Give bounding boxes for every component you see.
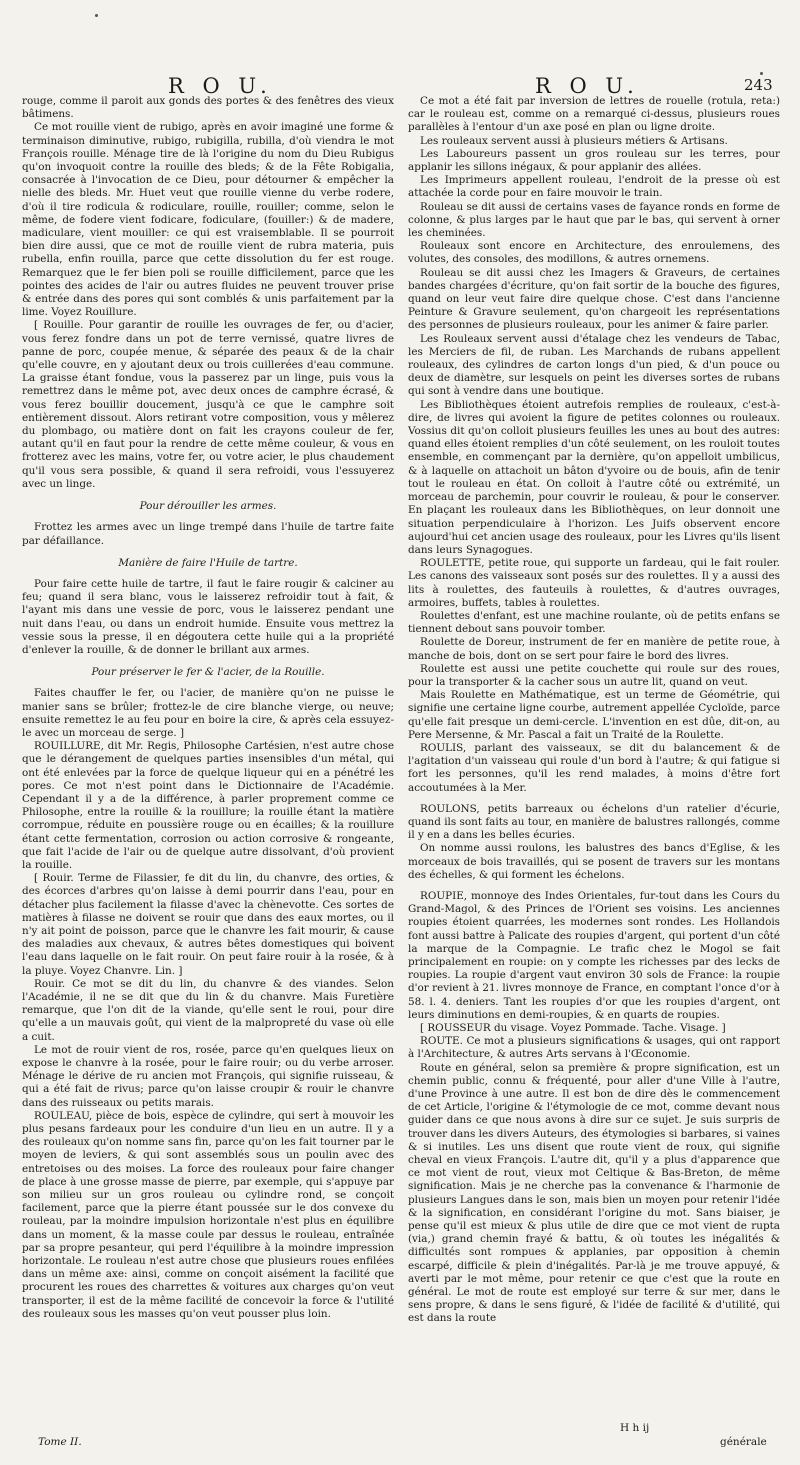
paragraph: ROUTE. Ce mot a plusieurs significations & usages, qui ont rapport à l'Architecture, & autres Arts servans à l'Œconomie. — [408, 1035, 780, 1061]
page-number: 243 — [744, 76, 773, 94]
paragraph: Les Bibliothèques étoient autrefois remplies de rouleaux, c'est-à-dire, de livres qui avoient la figure de petites colonnes ou rouleaux. Vossius dit qu'on colloit plusieurs feuilles les unes au bout des autres: quand elles étoient remplies d'un côté seulement, on les rouloit toutes ensemble, en commençant par la dernière, qu'on appelloit umbilicus, & à laquelle on attachoit un bâton d'yvoire ou de bouis, afin de tenir tout le rouleau en état. On colloit à l'autre côté ou extrémité, un morceau de parchemin, pour couvrir le rouleau, & pour le conserver. En plaçant les rouleaux dans les Bibliothèques, on leur donnoit une situation perpendiculaire à l'horizon. Les Juifs observent encore aujourd'hui cet ancien usage des rouleaux, pour les Livres qu'ils lisent dans leurs Synagogues. — [408, 398, 780, 556]
paragraph: Rouleau se dit aussi chez les Imagers & Graveurs, de certaines bandes chargées d'écriture, qu'on fait sortir de la bouche des figures, quand on leur veut faire dire quelque chose. C'est dans l'ancienne Peinture & Gravure seulement, qu'on chargeoit les représentations des personnes de plusieurs rouleaux, pour les animer & faire parler. — [408, 266, 780, 332]
paragraph: rouge, comme il paroit aux gonds des portes & des fenêtres des vieux bâtimens. — [22, 95, 394, 121]
paper-speck — [760, 72, 763, 75]
paper-speck — [95, 14, 98, 17]
paragraph: On nomme aussi roulons, les balustres des bancs d'Eglise, & les morceaux de bois travaillés, qui se posent de travers sur les montans des échelles, & qui forment les échelons. — [408, 842, 780, 881]
paragraph: Mais Roulette en Mathématique, est un terme de Géométrie, qui signifie une certaine ligne courbe, autrement appellée Cycloïde, parce qu'elle fait presque un demi-cercle. L'invention en est dûe, dit-on, au Pere Mersenne, & Mr. Pascal a fait un Traité de la Roulette. — [408, 689, 780, 741]
paragraph: Les Rouleaux servent aussi d'étalage chez les vendeurs de Tabac, les Merciers de fil, de ruban. Les Marchands de rubans appellent rouleaux, des cylindres de carton longs d'un pied, & d'un pouce ou deux de diamètre, sur lesquels on peint les diverses sortes de rubans qui sont à vendre dans une boutique. — [408, 332, 780, 398]
paragraph: Rouir. Ce mot se dit du lin, du chanvre & des viandes. Selon l'Académie, il ne se dit que du lin & du chanvre. Mais Furetière remarque, que l'on dit de la viande, qu'elle sent le roui, pour dire qu'elle a un mauvais goût, qui vient de la malpropreté du vase où elle a cuit. — [22, 977, 394, 1043]
paragraph: ROULEAU, pièce de bois, espèce de cylindre, qui sert à mouvoir les plus pesans fardeaux pour les conduire d'un lieu en un autre. Il y a des rouleaux qu'on nomme sans fin, parce qu'on les fait tourner par le moyen de leviers, & qui sont assemblés sous un poulin avec des entretoises ou des moises. La force des rouleaux pour faire changer de place à une grosse masse de pierre, par exemple, qui s'appuye par son milieu sur un gros rouleau ou cylindre rond, se conçoit facilement, parce que la pierre étant poussée sur le dos convexe du rouleau, par la moindre impulsion horizontale n'est plus en équilibre dans un moment, & la masse coule par dessus le rouleau, entraînée par sa propre pesanteur, qui perd l'équilibre à la moindre impression horizontale. Le rouleau n'est autre chose que plusieurs roues enfilées dans un même axe: ainsi, comme on conçoit aisément la facilité que procurent les roues des charrettes & voitures aux charges qu'on veut transporter, il est de la même facilité de concevoir la force & l'utilité des rouleaux sous les masses qu'on veut pousser plus loin. — [22, 1109, 394, 1320]
paragraph: Frottez les armes avec un linge trempé dans l'huile de tartre faite par défaillance. — [22, 521, 394, 547]
paragraph: ROUPIE, monnoye des Indes Orientales, fur-tout dans les Cours du Grand-Magol, & des Princes de l'Orient ses voisins. Les anciennes roupies étoient quarrées, les modernes sont rondes. Les Hollandois font aussi battre à Palicate des roupies d'argent, qui portent d'un côté la marque de la Compagnie. Le trafic chez le Mogol se fait principalement en roupie: on y compte les richesses par des lecks de roupies. La roupie d'argent vaut environ 30 sols de France: la roupie d'or revient à 21. livres monnoye de France, en comptant l'once d'or à 58. l. 4. deniers. Tant les roupies d'or que les roupies d'argent, ont leurs diminutions en demi-roupies, & en quarts de roupies. — [408, 889, 780, 1021]
paragraph: Ce mot a été fait par inversion de lettres de rouelle (rotula, reta:) car le rouleau est, comme on a remarqué ci-dessus, plusieurs roues parallèles à l'entour d'un axe posé en plan ou ligne droite. — [408, 95, 780, 134]
paragraph: Route en général, selon sa première & propre signification, est un chemin public, connu & fréquenté, pour aller d'une Ville à l'autre, d'une Province à une autre. Il est bon de dire dès le commencement de cet Article, l'origine & l'étymologie de ce mot, comme devant nous guider dans ce que nous avons à dire sur ce sujet. Je suis surpris de trouver dans les divers Auteurs, des étymologies si barbares, si vaines & si inutiles. Les uns disent que route vient de roux, qui signifie cheval en vieux François. L'autre dit, qu'il y a plus d'apparence que ce mot vient de rout, vieux mot Celtique & Bas-Breton, de même signification. Mais je ne cherche pas la convenance & l'harmonie de plusieurs Langues dans le son, mais bien un moyen pour retenir l'idée & la signification, en considérant l'origine du mot. Sans biaiser, je pense qu'il est mieux & plus utile de dire que ce mot vient de rupta (via,) grand chemin frayé & battu, & où toutes les inégalités & difficultés sont rompues & applanies, par opposition à chemin escarpé, difficile & plein d'inégalités. Par-là je me trouve appuyé, & averti par le mot même, pour retenir ce que c'est que la route en général. Le mot de route est employé sur terre & sur mer, dans le sens propre, & dans le sens figuré, & l'idée de facilité & d'utilité, qui est dans la route — [408, 1061, 780, 1325]
paragraph: ROULONS, petits barreaux ou échelons d'un ratelier d'écurie, quand ils sont faits au tour, en manière de balustres rallongés, comme il y en a dans les belles écuries. — [408, 802, 780, 842]
paragraph: Rouleau se dit aussi de certains vases de fayance ronds en forme de colonne, & plus larges par le haut que par le bas, qui servent à orner les cheminées. — [408, 200, 780, 240]
section-subheading: Pour dérouiller les armes. — [139, 500, 277, 513]
paragraph: Les rouleaux servent aussi à plusieurs métiers & Artisans. — [420, 134, 728, 147]
paragraph: [ Rouir. Terme de Filassier, fe dit du lin, du chanvre, des orties, & des écorces d'arbres qu'on laisse à demi pourrir dans l'eau, pour en détacher plus facilement la filasse d'avec la chènevotte. Ces sortes de matières à filasse ne doivent se rouir que dans des eaux mortes, ou il n'y ait point de poisson, parce que le chanvre les fait mourir, & cause des maladies aux chevaux, & autres bêtes domestiques qui boivent l'eau dans laquelle on le fait rouir. On peut faire rouir à la rosée, & à la pluye. Voyez Chanvre. Lin. ] — [22, 872, 394, 977]
volume-signature: Tome II. — [38, 1436, 82, 1448]
paragraph: ROULIS, parlant des vaisseaux, se dit du balancement & de l'agitation d'un vaisseau qui roule d'un bord à l'autre; & qui fatigue si fort les personnes, qu'il les rend malades, à moins d'être fort accoutumées à la Mer. — [408, 741, 780, 794]
signature-mark: H h ij — [620, 1422, 650, 1434]
paragraph: Les Imprimeurs appellent rouleau, l'endroit de la presse où est attachée la corde pour en faire mouvoir le train. — [408, 174, 780, 200]
catchword: générale — [720, 1436, 767, 1448]
right-column — [408, 95, 780, 1326]
paragraph: Roulette de Doreur, instrument de fer en manière de petite roue, à manche de bois, dont on se sert pour faire le bord des livres. — [408, 636, 780, 662]
left-column — [22, 95, 394, 1321]
paragraph: Ce mot rouille vient de rubigo, après en avoir imaginé une forme & terminaison diminutive, rubigo, rubigilla, rubilla, d'où viendra le mot François rouille. Ménage tire de là l'origine du nom du Dieu Rubigus qu'on invoquoit contre la rouille des bleds; & de la Fête Robigalia, consacrée à l'invocation de ce Dieu, pour détourner & empêcher la nielle des bleds. Mr. Huet veut que rouille vienne du verbe rodere, d'où il tire rodicula & rodiculare, rouille, rouiller; comme, selon le même, de fodere vient fodicare, fodiculare, (fouiller:) & de madere, madiculare, vient mouiller: ce qui est vraisemblable. Il se pourroit bien dire aussi, que ce mot de rouille vient de rubra materia, puis rubella, enfin rouilla, parce que cette dissolution du fer est rouge. Remarquez que le fer bien poli se rouille difficilement, parce que les pointes des acides de l'air ou autres fluides ne peuvent trouver prise & entrée dans des pores qui sont comblés & unis parfaitement par la lime. Voyez Rouillure. — [22, 121, 394, 319]
running-head-left: R O U. — [168, 74, 273, 98]
paragraph: [ Rouille. Pour garantir de rouille les ouvrages de fer, ou d'acier, vous ferez fondre dans un pot de terre vernissé, quatre livres de panne de porc, coupée menue, & séparée des peaux & de la chair qu'elle couvre, en y ajoutant deux ou trois cuillerées d'eau commune. La graisse étant fondue, vous la passerez par un linge, puis vous la remettrez dans le même pot, avec deux onces de camphre écrasé, & vous ferez bouillir doucement, jusqu'à ce que le camphre soit entièrement dissout. Alors retirant votre composition, vous y mêlerez du plombago, ou matière dont on fait les crayons couleur de fer, autant qu'il en faut pour la rendre de cette même couleur, & vous en frotterez avec les mains, votre fer, ou votre acier, le plus chaudement qu'il vous sera possible, & quand il sera refroidi, vous l'essuyerez avec un linge. — [22, 319, 394, 490]
section-subheading: Manière de faire l'Huile de tartre. — [118, 556, 298, 569]
paragraph: Pour faire cette huile de tartre, il faut le faire rougir & calciner au feu; quand il sera blanc, vous le laisserez refroidir tout à fait, & l'ayant mis dans une vessie de porc, vous le laisserez pendant une nuit dans l'eau, ou dans un endroit humide. Ensuite vous mettrez la vessie sous la presse, il en dégoutera cette huile qui a la propriété d'enlever la rouille, & de donner le brillant aux armes. — [22, 577, 394, 656]
running-head-right: R O U. — [535, 74, 640, 98]
paragraph: Rouleaux sont encore en Architecture, des enroulemens, des volutes, des consoles, des modillons, & autres ornemens. — [408, 240, 780, 266]
paragraph: Faites chauffer le fer, ou l'acier, de manière qu'on ne puisse le manier sans se brûler; frottez-le de cire blanche vierge, ou neuve; ensuite remettez le au feu pour en boire la cire, & après cela essuyez-le avec un morceau de serge. ] — [22, 687, 394, 739]
paragraph: Les Laboureurs passent un gros rouleau sur les terres, pour applanir les sillons inégaux, & pour applanir des allées. — [408, 147, 780, 174]
section-subheading: Pour préserver le fer & l'acier, de la Rouille. — [91, 666, 325, 679]
paragraph: ROUILLURE, dit Mr. Regis, Philosophe Cartésien, n'est autre chose que le dérangement de quelques parties insensibles d'un métal, qui ont été enlevées par la force de quelque liqueur qui en a pénétré les pores. Ce mot n'est point dans le Dictionnaire de l'Académie. Cependant il y a de la différence, à parler proprement comme ce Philosophe, entre la rouille & la rouillure; la rouille étant la matière corrompue, réduite en poussière rouge ou en écailles; & la rouillure étant cette fermentation, corrosion ou action corrosive & rongeante, que fait l'acide de l'air ou de quelque autre dissolvant, d'où provient la rouille. — [22, 740, 394, 871]
paragraph: [ ROUSSEUR du visage. Voyez Pommade. Tache. Visage. ] — [420, 1022, 726, 1035]
paragraph: Le mot de rouir vient de ros, rosée, parce qu'en quelques lieux on expose le chanvre à la rosée, pour le faire rouir; ou du verbe arroser. Ménage le dérive de ru ancien mot François, qui signifie ruisseau, & qui a été fait de rivus; parce qu'on laisse croupir & rouir le chanvre dans des ruisseaux ou petits marais. — [22, 1043, 394, 1109]
paragraph: ROULETTE, petite roue, qui supporte un fardeau, qui le fait rouler. Les canons des vaisseaux sont posés sur des roulettes. Il y a aussi des lits à roulettes, des fauteuils à roulettes, & d'autres ouvrages, armoires, buffets, tables à roulettes. — [408, 557, 780, 609]
paragraph: Roulettes d'enfant, est une machine roulante, où de petits enfans se tiennent debout sans pouvoir tomber. — [408, 609, 780, 636]
paragraph: Roulette est aussi une petite couchette qui roule sur des roues, pour la transporter & la cacher sous un autre lit, quand on veut. — [408, 662, 780, 688]
